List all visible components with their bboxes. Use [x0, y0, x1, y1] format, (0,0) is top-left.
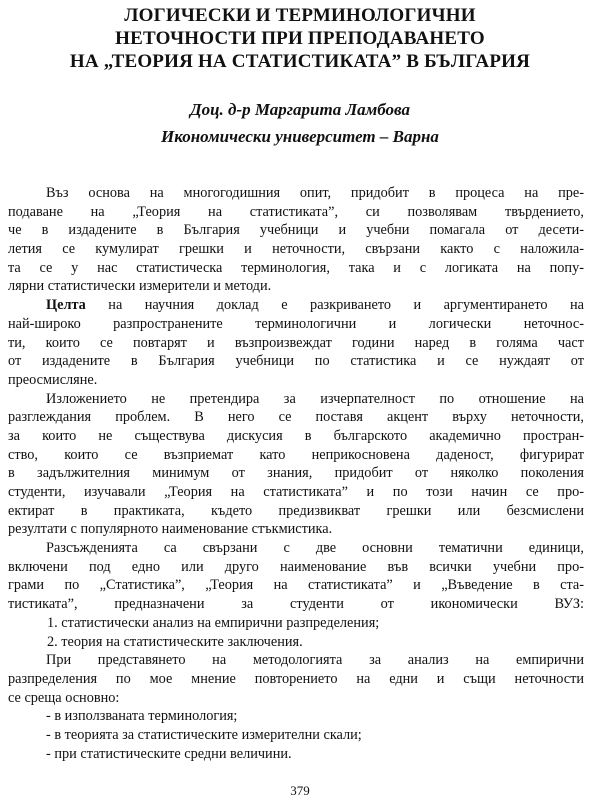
author-name: Доц. д-р Маргарита Ламбова [189, 100, 411, 119]
text-line: летия се кумулират грешки и неточности, свързани както с наложила- [8, 241, 584, 258]
bold-term: Целта [46, 297, 86, 314]
list-item: 2. теория на статистическите заключения. [47, 633, 303, 650]
text-line: резултати с популярното наименование стъкмистика. [8, 521, 333, 538]
text-line: включени под едно или друго наименование във всички учебни про- [8, 558, 584, 575]
text-span: на научния доклад е разкриването и аргументирането на [85, 297, 584, 314]
text-line: разпределения по мое мнение повторението на едни и същи неточности [8, 670, 584, 687]
text-line: за които не съществува дискусия в българското академично простран- [8, 427, 584, 444]
text-line: Изложението не претендира за изчерпателност по отношение на [46, 390, 584, 407]
text-line: тистиката”, предназначени за студенти от икономически ВУЗ: [8, 596, 584, 613]
author-block [0, 96, 600, 150]
text-line: най-широко разпространените терминологични и логически неточнос- [8, 315, 584, 332]
text-line [0, 296, 584, 315]
text-line: студенти, изучавали „Теория на статистиката” и по този начин се про- [8, 484, 584, 500]
list-item: - в теорията за статистическите измерителни скали; [46, 726, 362, 743]
text-line: та се у нас статистическа терминология, така и с логиката на попу- [8, 259, 584, 276]
text-line: подаване на „Теория на статистиката”, си позволявам твърдението, [8, 203, 584, 220]
list-item: - при статистическите средни величини. [46, 745, 292, 762]
text-line: разглеждания проблем. В него се поставя акцент върху неточности, [8, 409, 584, 426]
text-line: ство, които се възприемат като неприкосновена даденост, фигурират [8, 446, 584, 463]
text-line: че в издадените в България учебници и учебни помагала от десети- [8, 222, 584, 239]
body-text [0, 184, 600, 763]
text-line: от издадените в България учебници по статистика и се нуждаят от [8, 353, 584, 370]
text-line: в задължителния минимум от знания, придобит от няколко поколения [8, 465, 584, 482]
paper-title [0, 4, 600, 73]
author-affiliation: Икономически университет – Варна [161, 127, 439, 146]
text-line: се среща основно: [8, 689, 120, 706]
title-line: НА „ТЕОРИЯ НА СТАТИСТИКАТА” В БЪЛГАРИЯ [69, 51, 531, 72]
text-line: ектират в практиката, където предизвикват грешки или безсмислени [8, 502, 584, 519]
title-line: ЛОГИЧЕСКИ И ТЕРМИНОЛОГИЧНИ [124, 5, 476, 26]
text-line: Разсъжденията са свързани с две основни тематични единици, [46, 540, 584, 557]
list-item: - в използваната терминология; [46, 708, 238, 725]
page-number: 379 [290, 783, 310, 798]
text-line: Въз основа на многогодишния опит, придобит в процеса на пре- [46, 185, 584, 201]
title-line: НЕТОЧНОСТИ ПРИ ПРЕПОДАВАНЕТО [115, 28, 485, 49]
text-line: ти, които се повтарят и възпроизвеждат години наред в голяма част [8, 334, 584, 351]
text-line: При представянето на методологията за анализ на емпирични [46, 652, 584, 669]
text-line: преосмисляне. [8, 371, 98, 388]
list-item: 1. статистически анализ на емпирични разпределения; [47, 614, 380, 631]
text-line: грами по „Статистика”, „Теория на статистиката” и „Въведение в ста- [8, 577, 584, 594]
text-line: лярни статистически измерители и методи. [8, 278, 272, 295]
